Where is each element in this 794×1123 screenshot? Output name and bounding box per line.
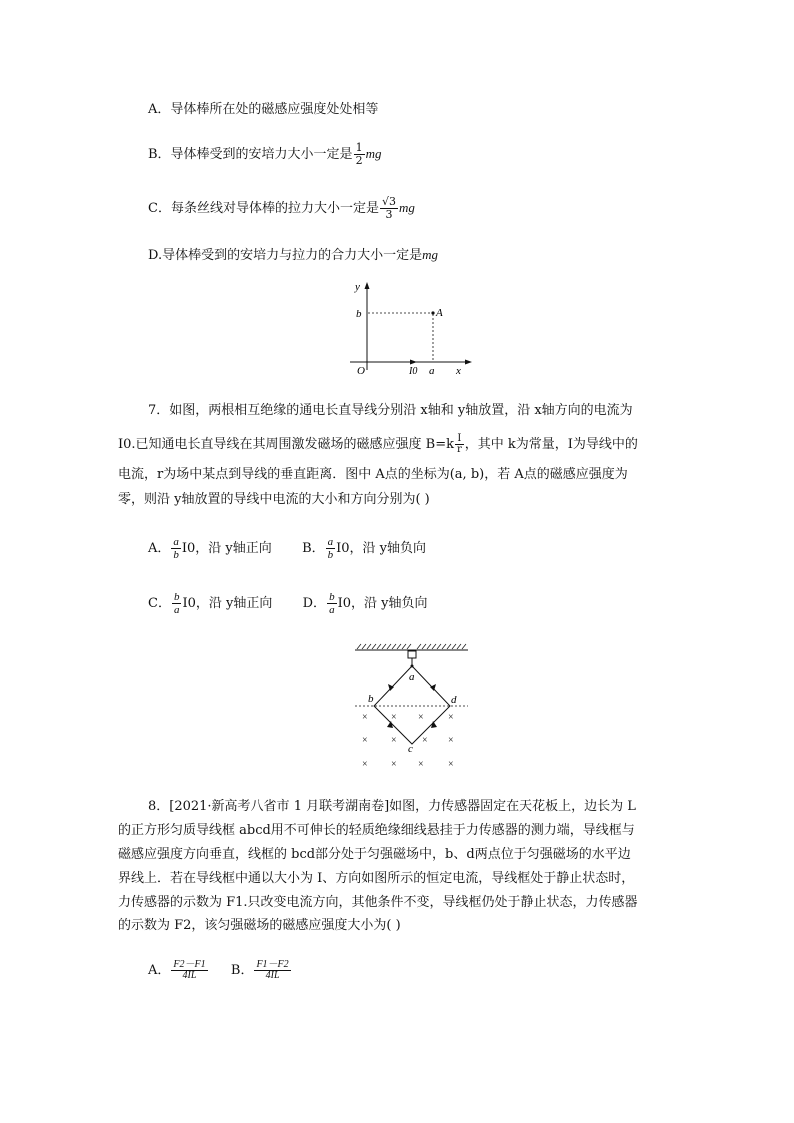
q6-option-c: [148, 196, 415, 221]
q6-option-d: [148, 246, 438, 265]
q7-c-num: b: [173, 591, 180, 603]
wire-frame-figure: [350, 642, 475, 774]
q8-option-a-label: A．: [148, 963, 171, 978]
q6-c-den: 3: [385, 208, 393, 221]
q8-line-4: 界线上．若在导线框中通以大小为 I、方向如图所示的恒定电流，导线框处于静止状态时，: [118, 871, 635, 886]
q7-line-4: 零，则沿 y轴放置的导线中电流的大小和方向分别为( ): [118, 492, 430, 507]
q7-c-den: a: [173, 604, 180, 616]
ceiling-hatching: [357, 644, 466, 649]
q7-option-a-fraction: [171, 536, 181, 561]
q6-c-unit: mg: [398, 200, 415, 215]
q7-d-den: a: [329, 604, 335, 616]
q7-options-row-1: [148, 536, 426, 561]
x-axis-arrow: [465, 360, 472, 365]
q8-option-b-label: B．: [230, 963, 254, 978]
q7-b-fraction: [455, 434, 464, 455]
q8-options: [148, 960, 292, 981]
q6-d-unit: mg: [422, 247, 438, 262]
q7-a-den: b: [173, 549, 179, 561]
q6-b-unit: mg: [365, 146, 382, 161]
q6-option-a: A．导体棒所在处的磁感应强度处处相等: [148, 102, 379, 117]
label-d: d: [451, 694, 457, 706]
q7-line-3: 电流，r为场中某点到导线的垂直距离．图中 A点的坐标为(a, b)，若 A点的磁感应强度为: [118, 467, 628, 482]
q7-line-2a: I0.已知通电长直导线在其周围激发磁场的磁感应强度 B=k: [118, 437, 454, 452]
field-cross: ×: [362, 735, 368, 746]
force-sensor: [408, 651, 416, 658]
q8-line-2: 的正方形匀质导线框 abcd用不可伸长的轻质绝缘细线悬挂于力传感器的测力端，导线框与: [118, 823, 635, 838]
q8-line-5: 力传感器的示数为 F1.只改变电流方向，其他条件不变，导线框仍处于静止状态，力传感器: [118, 895, 638, 910]
q6-option-b: [148, 142, 381, 167]
q8-a-num: F2－F1: [173, 959, 206, 970]
q7-option-b-text: I0，沿 y轴负向: [336, 541, 427, 556]
field-cross: ×: [362, 712, 368, 723]
q8-option-b-fraction: [254, 960, 290, 981]
i0-label: I0: [409, 366, 418, 377]
y-axis-arrow: [365, 282, 370, 289]
q6-option-b-text: B．导体棒受到的安培力大小一定是: [148, 147, 353, 162]
q7-option-d-fraction: [327, 591, 337, 616]
q7-option-a-label: A．: [148, 541, 171, 556]
x-label: x: [456, 365, 461, 377]
label-b: b: [368, 693, 374, 705]
y-label: y: [355, 281, 360, 293]
q8-a-den: 4IL: [182, 970, 197, 981]
q7-option-d-text: I0，沿 y轴负向: [337, 596, 428, 611]
label-c: c: [408, 743, 413, 755]
a-label: a: [429, 365, 435, 377]
field-cross: ×: [418, 712, 424, 723]
q7-b-num: a: [327, 536, 334, 548]
field-cross: ×: [448, 759, 454, 770]
q7-options-row-2: [148, 591, 427, 616]
origin-label: O: [357, 365, 365, 377]
q7-frac-num: I: [455, 434, 464, 445]
label-a: a: [409, 671, 415, 683]
q8-option-a-fraction: [171, 960, 207, 981]
q8-b-den: 4IL: [265, 970, 280, 981]
q7-d-num: b: [329, 591, 335, 603]
q7-line-2: [118, 434, 638, 455]
field-cross: ×: [391, 712, 397, 723]
q7-option-c-fraction: [172, 591, 182, 616]
q7-option-a-text: I0，沿 y轴正向: [181, 541, 272, 556]
field-cross: ×: [448, 712, 454, 723]
q8-line-3: 磁感应强度方向垂直，线框的 bcd部分处于匀强磁场中，b、d两点位于匀强磁场的水平边: [118, 847, 631, 862]
q7-option-c-label: C．: [148, 596, 171, 611]
field-cross: ×: [391, 735, 397, 746]
q6-b-den: 2: [355, 154, 363, 167]
q7-option-b-fraction: [326, 536, 336, 561]
current-arrow: [410, 360, 417, 365]
q7-frac-den: r: [457, 444, 462, 455]
point-a: [431, 311, 434, 314]
q8-b-num: F1－F2: [256, 959, 289, 970]
field-cross: ×: [391, 759, 397, 770]
q6-option-d-text: D.导体棒受到的安培力与拉力的合力大小一定是: [148, 248, 423, 263]
q6-option-b-fraction: [354, 142, 365, 167]
field-cross: ×: [422, 735, 428, 746]
field-cross: ×: [448, 735, 454, 746]
q8-line-1: 8．[2021·新高考八省市 1 月联考湖南卷]如图，力传感器固定在天花板上，边长为 L: [148, 799, 636, 814]
b-label: b: [356, 308, 362, 320]
q8-line-6: 的示数为 F2，该匀强磁场的磁感应强度大小为( ): [118, 918, 401, 933]
q7-line-2b: ，其中 k为常量，I为导线中的: [464, 437, 638, 452]
field-cross: ×: [362, 759, 368, 770]
q7-a-num: a: [173, 536, 179, 548]
q7-option-c-text: I0，沿 y轴正向: [182, 596, 273, 611]
coordinate-figure: [340, 278, 480, 378]
q6-b-num: 1: [355, 141, 363, 154]
a-point-label: A: [436, 307, 443, 319]
field-cross: ×: [418, 759, 424, 770]
q7-option-b-label: B．: [302, 541, 325, 556]
magnetic-field-crosses: [362, 712, 454, 770]
q7-line-1: 7．如图，两根相互绝缘的通电长直导线分别沿 x轴和 y轴放置，沿 x轴方向的电流为: [148, 403, 633, 418]
q7-b-den: b: [327, 549, 334, 561]
vertex-a-dot: [411, 665, 414, 668]
q7-option-d-label: D．: [302, 596, 327, 611]
q6-option-c-text: C．每条丝线对导体棒的拉力大小一定是: [148, 201, 379, 216]
q6-c-num: √3: [381, 195, 396, 208]
q6-option-c-fraction: [380, 196, 398, 221]
